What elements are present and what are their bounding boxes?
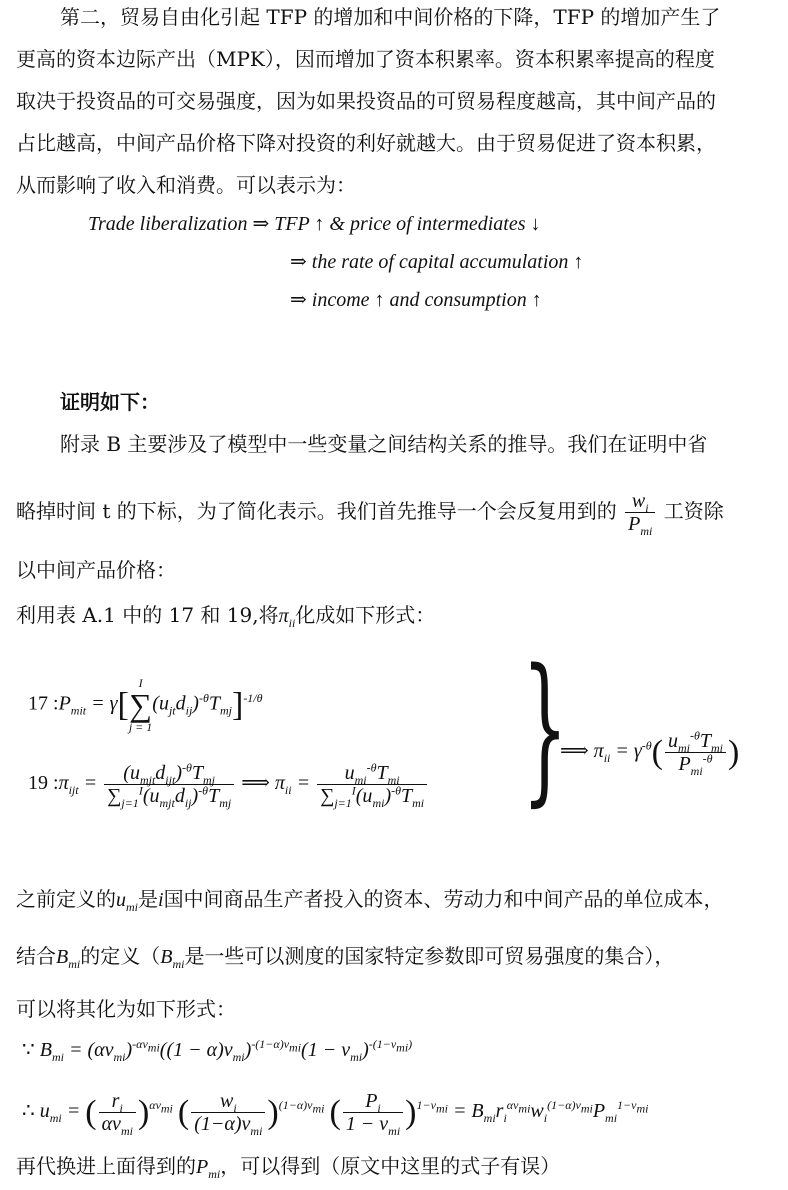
because-equation: ∵ $B_{mi} = (\alpha\nu_{mi})^{-\alpha\nu_{mi}}((1 - \alpha)\nu_{mi})^{-(1-\alpha)\nu_{mi}}(1 - \nu_{mi})^{-(1-\nu_{mi})}$: [22, 1037, 413, 1064]
paragraph-line: 占比越高，中间产品价格下降对投资的利好就越大。由于贸易促进了资本积累，: [16, 131, 716, 155]
paragraph-line: [16, 885, 724, 914]
implication-line-3: ⇒ income ↑ and consumption ↑: [290, 289, 542, 311]
text-segment: 再代换进上面得到的: [16, 1154, 196, 1178]
umi-symbol: $u_{mi}$: [116, 889, 138, 914]
paragraph-line: [16, 490, 724, 538]
bmi-symbol: $B_{mi}$: [160, 946, 185, 971]
text-segment: 是一些可以测度的国家特定参数即可贸易强度的集合），: [184, 944, 675, 968]
bmi-symbol: $B_{mi}$: [56, 946, 81, 971]
equation-19: 19 $:\pi_{ijt}$ = $\frac{(u_{mjt}d_{ijt})^{-\theta}T_{mj}}{\sum_{j=1}^I(u_{mjt}d_{ij})^{-\theta}T_{mj}}$ ⟹ $\pi_{ii}$ = $\frac{u_{mi}^{-\theta}T_{mi}}{\sum_{j=1}^I(u_{mi})^{-\theta}T_{mi}}$: [28, 762, 429, 807]
paragraph-line: 附录 B 主要涉及了模型中一些变量之间结构关系的推导。我们在证明中省: [60, 432, 708, 456]
proof-heading: 证明如下：: [60, 390, 160, 414]
paragraph-line: [16, 601, 435, 630]
pi-ii-symbol: $\pi_{ii}$: [278, 605, 296, 630]
therefore-equation: ∴ $u_{mi}$ = ( $\frac{r_i}{\alpha\nu_{mi}}$ )$^{\alpha\nu_{mi}}$ ( $\frac{w_i}{(1-\alpha)\nu_{mi}}$ )$^{(1-\alpha)\nu_{mi}}$ ( $\frac{P_i}{1 - \nu_{mi}}$ )$^{1-\nu_{mi}} = B_{mi}r_i^{\alpha\nu_{mi}}w_i^{(1-\alpha)\nu_{mi}}P_{mi}^{1-\nu_{mi}}$: [22, 1090, 649, 1138]
right-brace: }: [522, 634, 568, 821]
i-symbol: i: [158, 889, 164, 911]
text-segment: 化成如下形式：: [295, 603, 436, 627]
text-segment: 结合: [16, 944, 56, 968]
text-segment: ，可以得到（原文中这里的式子有误）: [220, 1154, 561, 1178]
text-segment: 之前定义的: [16, 887, 116, 911]
paragraph-line: 更高的资本边际产出（MPK），因而增加了资本积累率。资本积累率提高的程度: [16, 47, 715, 71]
paragraph-line: 第二，贸易自由化引起 TFP 的增加和中间价格的下降，TFP 的增加产生了: [60, 5, 721, 29]
paragraph-line: [16, 942, 674, 971]
sum-symbol: I ∑ j = 1: [128, 676, 153, 734]
text-segment: 是: [138, 887, 158, 911]
wage-over-price-fraction: $\frac{w_i}{P_{mi}}$: [625, 490, 655, 535]
paragraph-line: [16, 1152, 560, 1181]
text-segment: 的定义（: [80, 944, 161, 968]
pmi-symbol: $P_{mi}$: [196, 1156, 221, 1181]
equation-label: 19 :: [28, 772, 59, 795]
pi-ii-fraction: $\frac{u_{mi}^{-\theta}T_{mi}}{\sum_{j=1}^I(u_{mi})^{-\theta}T_{mi}}$: [317, 762, 427, 807]
implication-line-1: Trade liberalization ⇒ TFP ↑ & price of intermediates ↓: [88, 213, 541, 235]
text-segment: 略掉时间 t 的下标，为了简化表示。我们首先推导一个会反复用到的: [16, 499, 617, 523]
equation-pi-ii-result: ⟹ $\pi_{ii} = \gamma^{-\theta}$( $\frac{u_{mi}^{-\theta}T_{mi}}{P_{mi}^{-\theta}}$ ): [560, 728, 740, 778]
text-segment: 国中间商品生产者投入的资本、劳动力和中间产品的单位成本，: [163, 887, 724, 911]
equation-17: 17 $:P_{mit} = \gamma$[ I ∑ j = 1 $(u_{jt}d_{ij})^{-\theta}T_{mj}]^{-1/\theta}$: [28, 676, 263, 734]
paragraph-line: 可以将其化为如下形式：: [16, 997, 236, 1021]
equation-label: 17 :: [28, 692, 59, 715]
implication-line-2: ⇒ the rate of capital accumulation ↑: [290, 251, 584, 273]
text-segment: 工资除: [663, 499, 724, 523]
text-segment: 利用表 A.1 中的 17 和 19,将: [16, 603, 279, 627]
paragraph-line: 从而影响了收入和消费。可以表示为：: [16, 173, 356, 197]
paragraph-line: 取决于投资品的可交易强度，因为如果投资品的可贸易程度越高，其中间产品的: [16, 89, 716, 113]
paragraph-line: 以中间产品价格：: [16, 558, 176, 582]
pi-ijt-fraction: $\frac{(u_{mjt}d_{ijt})^{-\theta}T_{mj}}{\sum_{j=1}^I(u_{mjt}d_{ij})^{-\theta}T_{mj}}$: [104, 762, 234, 807]
